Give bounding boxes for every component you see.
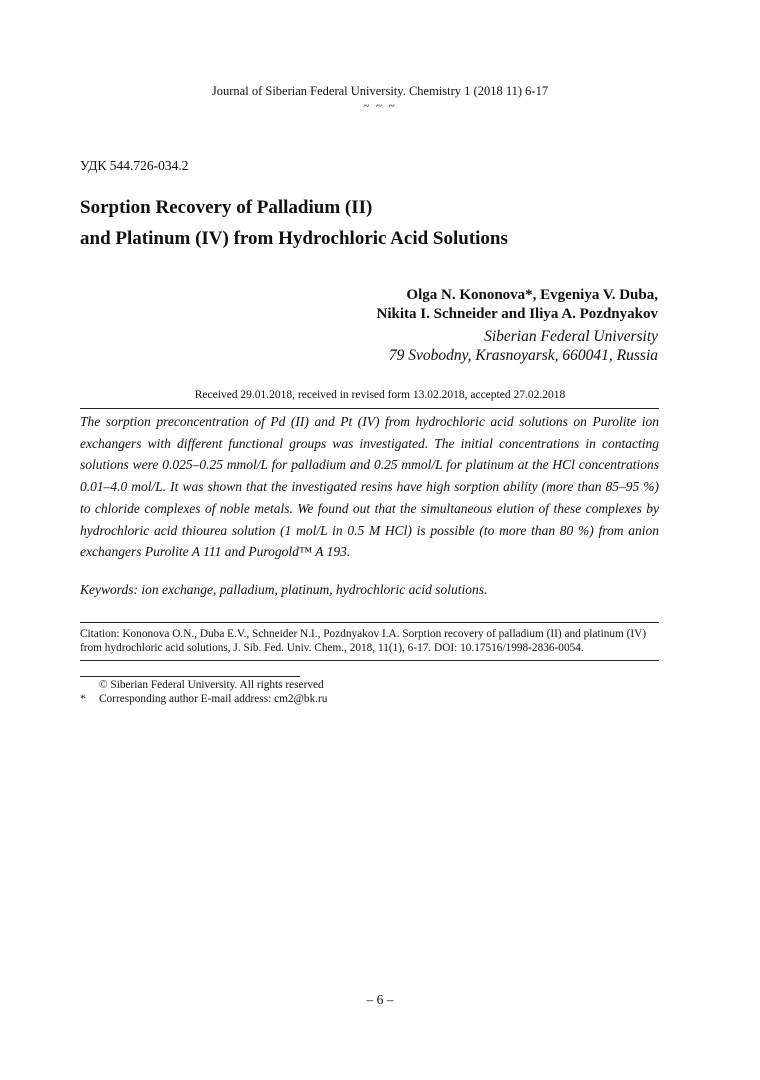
journal-header: Journal of Siberian Federal University. Chemistry 1 (2018 11) 6-17 <box>211 84 549 98</box>
abstract: The sorption preconcentration of Pd (II) and Pt (IV) from hydrochloric acid solutions on Purolite ion exchangers with different functional groups was investigated. The initial concentrations in contacting solutions were 0.025–0.25 mmol/L for palladium and 0.25 mmol/L for platinum at the HCl concentrations 0.01–4.0 mol/L. It was shown that the investigated resins have high sorption ability (more than 85–95 %) to chloride complexes of noble metals. We found out that the simultaneous elution of these complexes by hydrochloric acid thiourea solution (1 mol/L in 0.5 M HCl) is possible (to more than 80 %) from anion exchangers Purolite A 111 and Purogold™ A 193. <box>80 414 659 560</box>
authors-line-1: Olga N. Kononova*, Evgeniya V. Duba, <box>406 287 658 303</box>
citation: Citation: Kononova O.N., Duba E.V., Schneider N.I., Pozdnyakov I.A. Sorption recovery of palladium (II) and platinum (IV) from hydrochloric acid solutions, J. Sib. Fed. Univ. Chem., 2018, 11(1), 6-17. DOI: 10.17516/1998-2836-0054. <box>80 628 647 654</box>
abstract-top-rule <box>80 408 659 409</box>
affiliation-line-2: 79 Svobodny, Krasnoyarsk, 660041, Russia <box>388 347 658 364</box>
udk-code: УДК 544.726-034.2 <box>80 158 189 173</box>
footnote-mark: * <box>80 693 86 705</box>
affiliation-line-1: Siberian Federal University <box>484 328 658 345</box>
copyright-text: © Siberian Federal University. All rights reserved <box>99 679 324 691</box>
paper-title-line-1: Sorption Recovery of Palladium (II) <box>80 197 373 218</box>
corresponding-email: Corresponding author E-mail address: cm2@bk.ru <box>99 693 328 705</box>
paper-title-line-2: and Platinum (IV) from Hydrochloric Acid Solutions <box>80 228 508 249</box>
received-dates: Received 29.01.2018, received in revised form 13.02.2018, accepted 27.02.2018 <box>194 389 566 401</box>
citation-top-rule <box>80 622 659 623</box>
keywords: Keywords: ion exchange, palladium, platinum, hydrochloric acid solutions. <box>80 582 488 597</box>
page-number: – 6 – <box>366 992 394 1007</box>
authors-line-2: Nikita I. Schneider and Iliya A. Pozdnyakov <box>376 306 658 322</box>
footnote-copyright <box>80 679 324 691</box>
citation-bottom-rule <box>80 660 659 661</box>
footnote-rule <box>80 676 300 677</box>
footnote-corresponding <box>80 693 327 705</box>
header-ornament: ~ ~ ~ <box>363 100 397 112</box>
